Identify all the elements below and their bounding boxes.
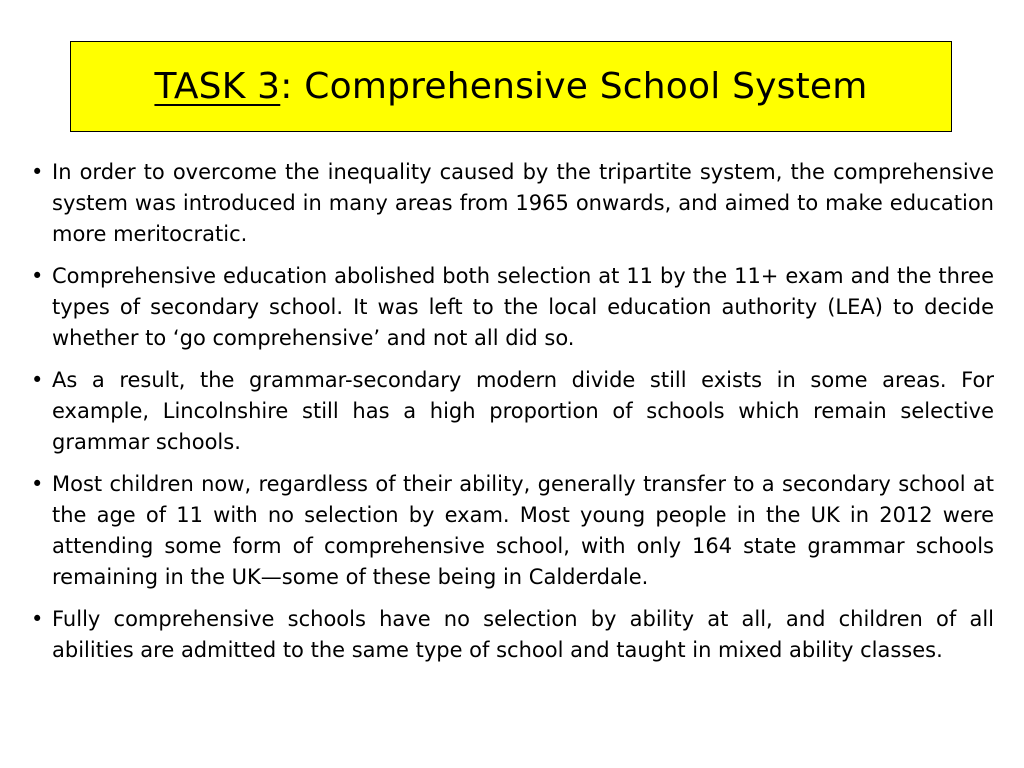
bullet-icon — [31, 157, 43, 188]
bullet-item — [28, 469, 994, 593]
bullet-item — [28, 261, 994, 354]
bullet-icon — [31, 469, 43, 500]
bullet-list — [28, 157, 994, 666]
title-box — [70, 41, 952, 132]
bullet-icon — [31, 261, 43, 292]
bullet-text: Fully comprehensive schools have no selection by ability at all, and children of all abilities are admitted to the same type of school and taught in mixed ability classes. — [52, 607, 994, 662]
bullet-item — [28, 157, 994, 250]
bullet-item — [28, 365, 994, 458]
title-task-label: TASK 3 — [154, 65, 281, 107]
bullet-icon — [31, 365, 43, 396]
bullet-text: As a result, the grammar-secondary modern divide still exists in some areas. For example, Lincolnshire still has a high proportion of schools which remain selective grammar schools. — [52, 368, 994, 454]
title-heading: Comprehensive School System — [292, 65, 868, 107]
bullet-icon — [31, 604, 43, 635]
bullet-text: Most children now, regardless of their ability, generally transfer to a secondary school at the age of 11 with no selection by exam. Most young people in the UK in 2012 were attending some form of comprehensive school, with only 164 state grammar schools remaining in the UK—some of these being in Calderdale. — [52, 472, 994, 589]
slide-title — [154, 65, 868, 107]
bullet-text: In order to overcome the inequality caused by the tripartite system, the comprehensive system was introduced in many areas from 1965 onwards, and aimed to make education more meritocratic. — [52, 160, 994, 246]
bullet-text: Comprehensive education abolished both selection at 11 by the 11+ exam and the three types of secondary school. It was left to the local education authority (LEA) to decide whether to ‘go comprehensive’ and not all did so. — [52, 264, 994, 350]
title-separator: : — [280, 65, 293, 107]
bullet-item — [28, 604, 994, 666]
